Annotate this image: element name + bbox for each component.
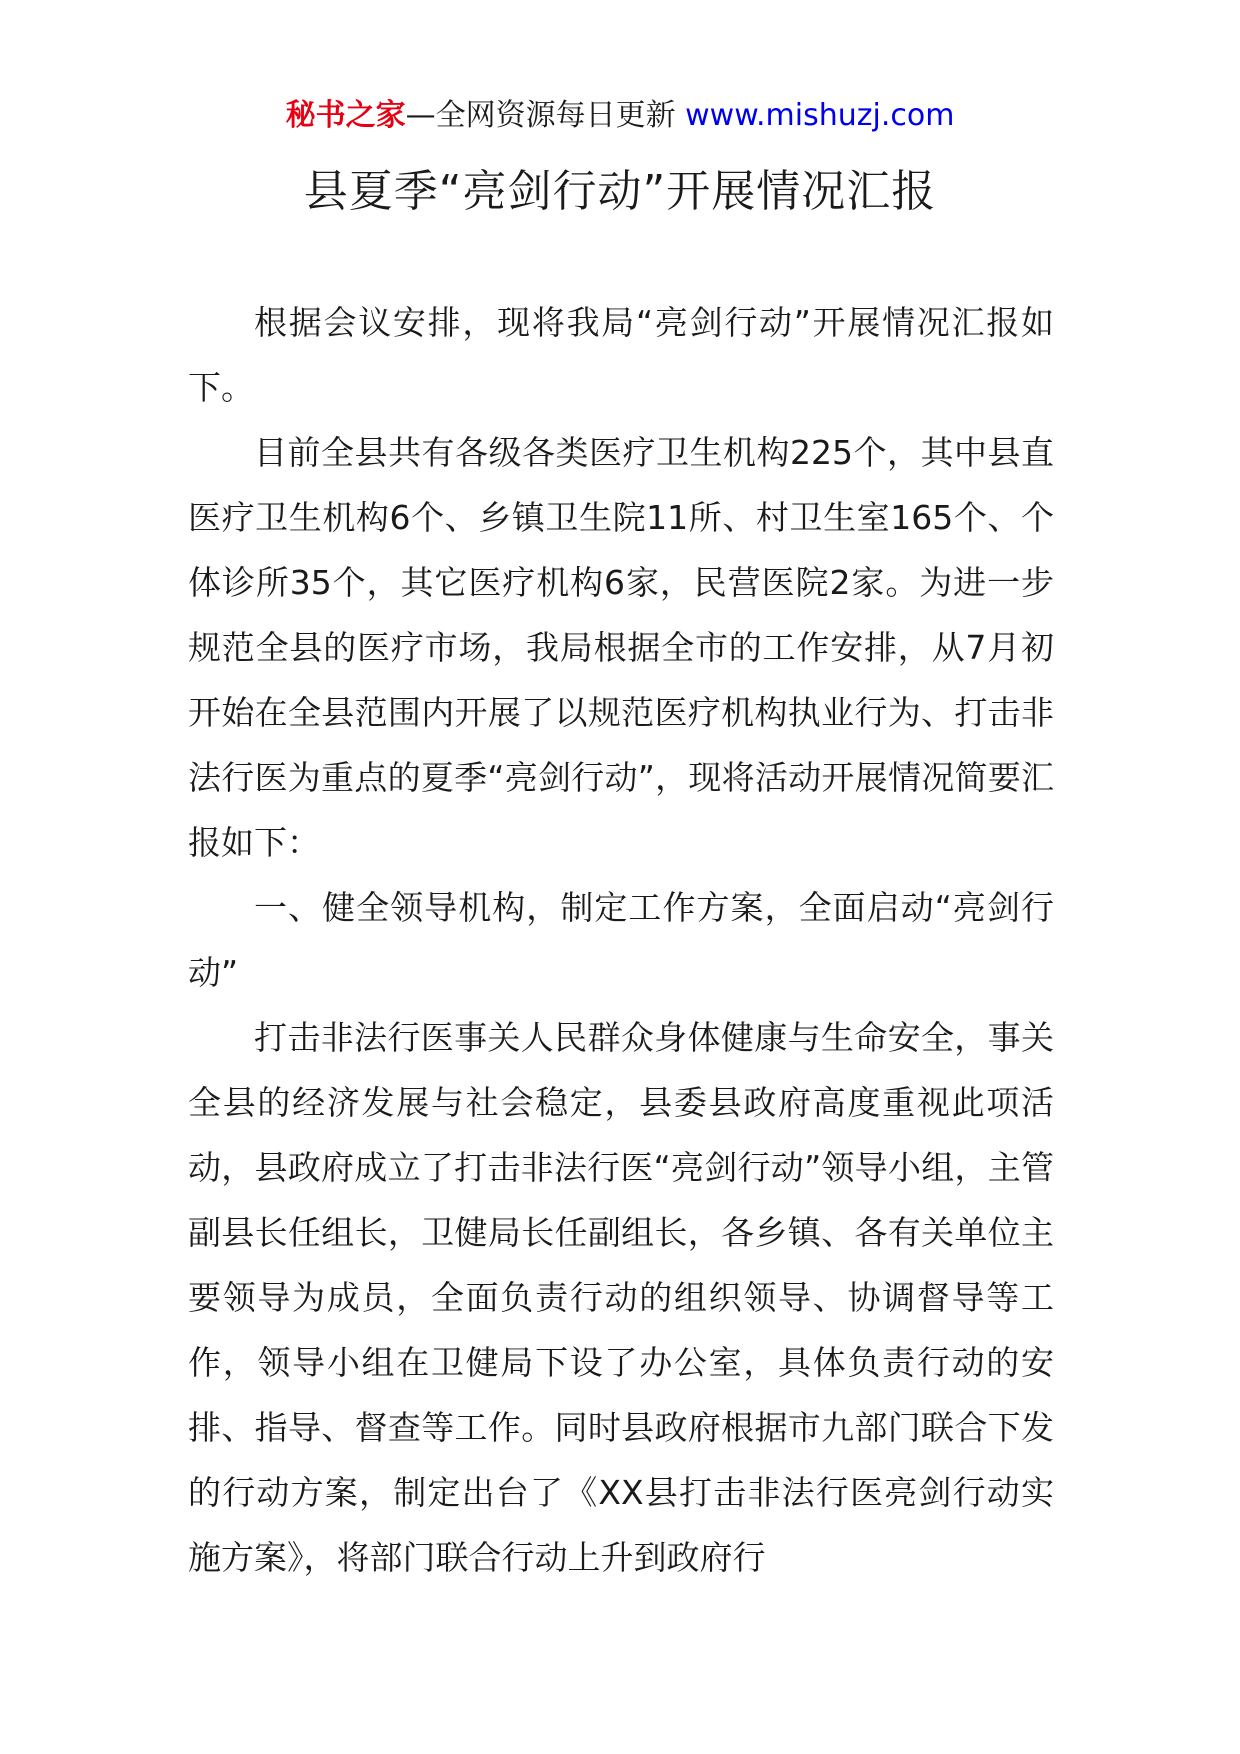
overview-paragraph: 目前全县共有各级各类医疗卫生机构225个，其中县直医疗卫生机构6个、乡镇卫生院11所、村卫生室165个、个体诊所35个，其它医疗机构6家，民营医院2家。为进一步规范全县的医疗市场，我局根据全市的工作安排，从7月初开始在全县范围内开展了以规范医疗机构执业行为、打击非法行医为重点的夏季“亮剑行动”，现将活动开展情况简要汇报如下： [188, 433, 1054, 862]
section-heading: 一、健全领导机构，制定工作方案，全面启动“亮剑行动” [188, 888, 1054, 992]
document-title: 县夏季“亮剑行动”开展情况汇报 [303, 166, 937, 217]
site-url-link[interactable]: www.mishuzj.com [685, 98, 955, 133]
intro-paragraph: 根据会议安排，现将我局“亮剑行动”开展情况汇报如下。 [188, 303, 1054, 407]
brand-name: 秘书之家 [285, 98, 406, 133]
section-paragraph: 打击非法行医事关人民群众身体健康与生命安全，事关全县的经济发展与社会稳定，县委县政府高度重视此项活动，县政府成立了打击非法行医“亮剑行动”领导小组，主管副县长任组长，卫健局长任副组长，各乡镇、各有关单位主要领导为成员，全面负责行动的组织领导、协调督导等工作，领导小组在卫健局下设了办公室，具体负责行动的安排、指导、督查等工作。同时县政府根据市九部门联合下发的行动方案，制定出台了《XX县打击非法行医亮剑行动实施方案》，将部门联合行动上升到政府行 [188, 1018, 1054, 1577]
site-header [0, 96, 1240, 136]
header-tagline: —全网资源每日更新 [405, 98, 676, 133]
document-body [188, 290, 1054, 1590]
